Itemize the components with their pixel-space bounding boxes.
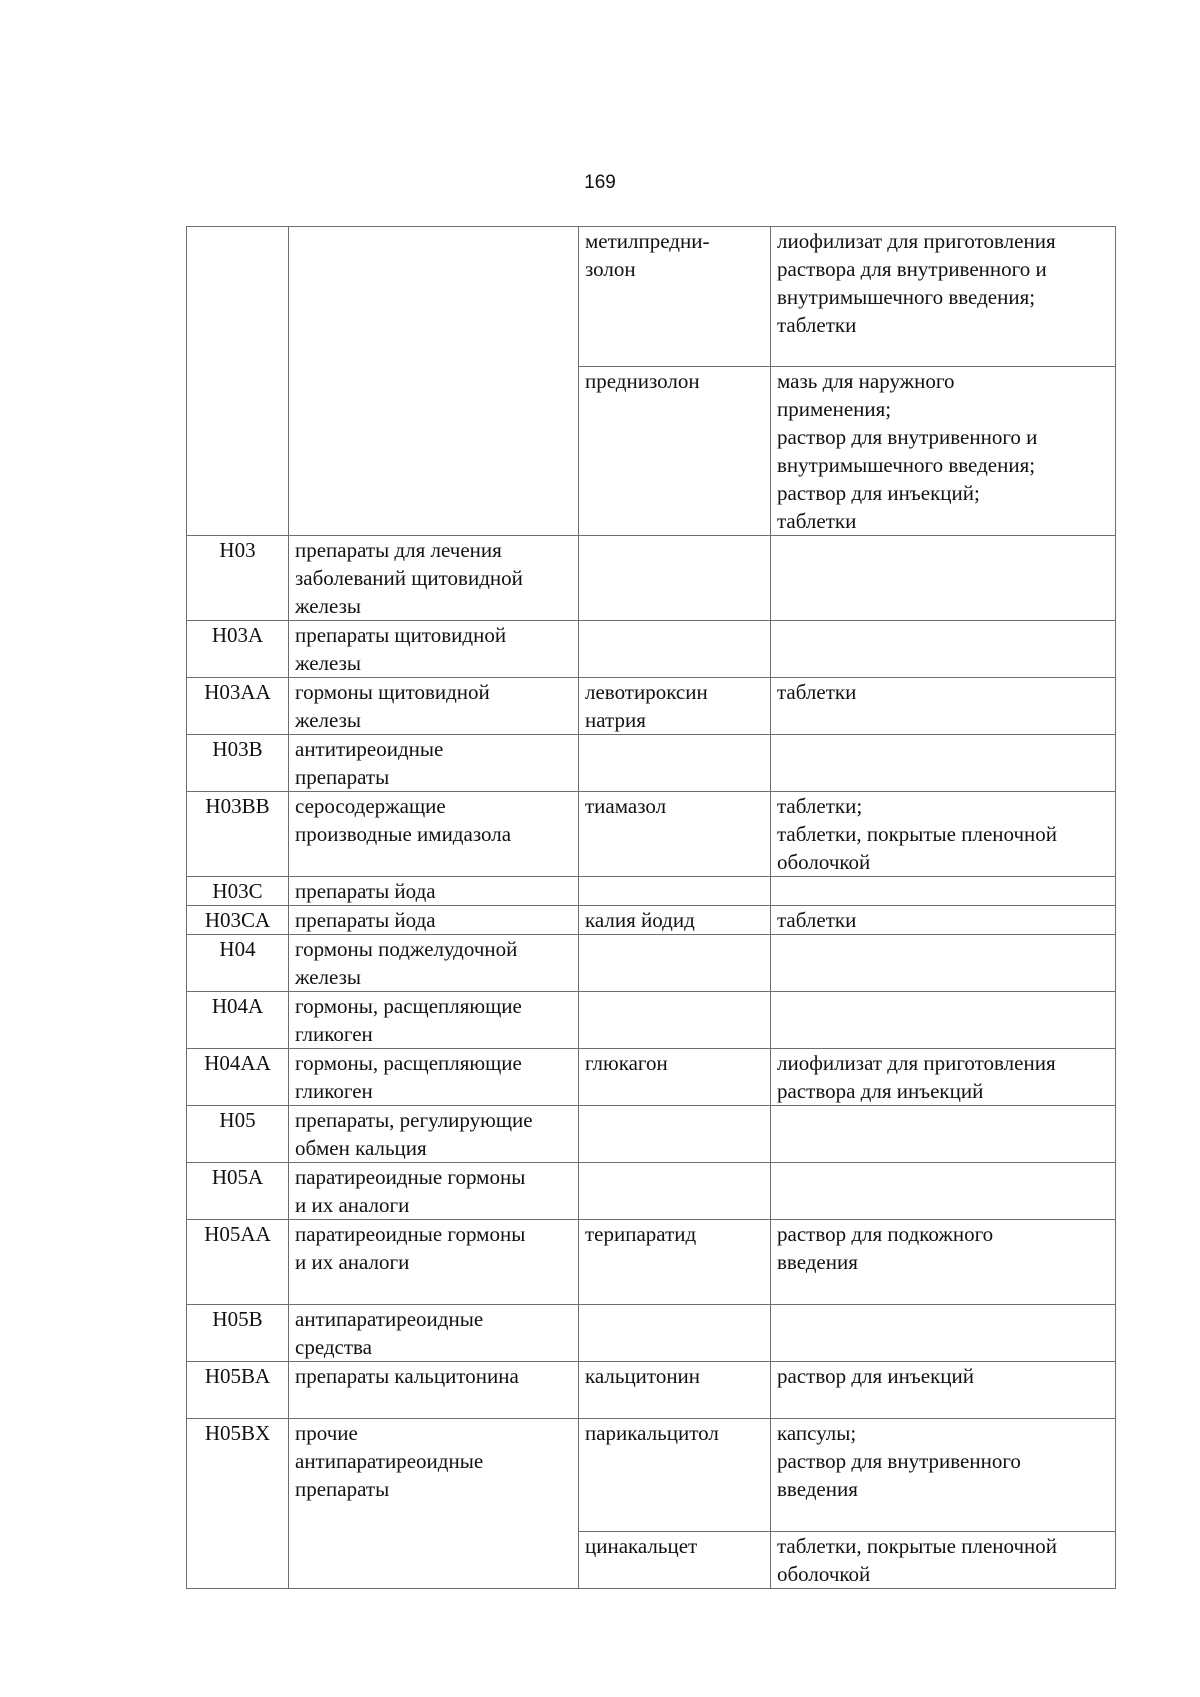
table-row	[187, 1362, 1116, 1419]
dosage-form-cell	[771, 935, 1116, 992]
drug-name-cell: парикальцитол	[579, 1419, 771, 1532]
group-name-cell: антитиреоидные препараты	[289, 735, 579, 792]
table-row	[187, 1220, 1116, 1305]
drug-name-cell: метилпредни- золон	[579, 227, 771, 367]
table-row	[187, 735, 1116, 792]
drug-name-cell	[579, 1163, 771, 1220]
atc-code-cell: H03B	[187, 735, 289, 792]
atc-code-cell	[187, 227, 289, 536]
table-row	[187, 621, 1116, 678]
dosage-form-cell	[771, 877, 1116, 906]
page-number: 169	[584, 172, 616, 193]
atc-code-cell: H05A	[187, 1163, 289, 1220]
group-name-cell: паратиреоидные гормоны и их аналоги	[289, 1163, 579, 1220]
drug-name-cell: глюкагон	[579, 1049, 771, 1106]
group-name-cell: паратиреоидные гормоны и их аналоги	[289, 1220, 579, 1305]
drug-name-cell	[579, 1106, 771, 1163]
dosage-form-cell: капсулы; раствор для внутривенного введения	[771, 1419, 1116, 1532]
group-name-cell: препараты, регулирующие обмен кальция	[289, 1106, 579, 1163]
dosage-form-cell: раствор для инъекций	[771, 1362, 1116, 1419]
dosage-form-cell	[771, 1163, 1116, 1220]
dosage-form-cell: лиофилизат для приготовления раствора для внутривенного и внутримышечного введения; таблетки	[771, 227, 1116, 367]
atc-code-cell: H03AA	[187, 678, 289, 735]
drug-name-cell: терипаратид	[579, 1220, 771, 1305]
dosage-form-cell: лиофилизат для приготовления раствора для инъекций	[771, 1049, 1116, 1106]
drug-name-cell	[579, 735, 771, 792]
dosage-form-cell	[771, 992, 1116, 1049]
drug-name-cell: преднизолон	[579, 367, 771, 536]
drug-name-cell	[579, 992, 771, 1049]
drug-name-cell	[579, 621, 771, 678]
group-name-cell	[289, 227, 579, 536]
drug-name-cell	[579, 536, 771, 621]
group-name-cell: препараты для лечения заболеваний щитовидной железы	[289, 536, 579, 621]
dosage-form-cell	[771, 621, 1116, 678]
table-row	[187, 906, 1116, 935]
drug-name-cell: цинакальцет	[579, 1532, 771, 1589]
table-row	[187, 1305, 1116, 1362]
table-row	[187, 536, 1116, 621]
dosage-form-cell: таблетки	[771, 906, 1116, 935]
table-row	[187, 935, 1116, 992]
atc-code-cell: H04AA	[187, 1049, 289, 1106]
drug-name-cell	[579, 1305, 771, 1362]
drug-classification-table	[186, 226, 1116, 1589]
drug-name-cell	[579, 935, 771, 992]
dosage-form-cell	[771, 735, 1116, 792]
dosage-form-cell: раствор для подкожного введения	[771, 1220, 1116, 1305]
group-name-cell: прочие антипаратиреоидные препараты	[289, 1419, 579, 1589]
group-name-cell: препараты йода	[289, 877, 579, 906]
dosage-form-cell: таблетки, покрытые пленочной оболочкой	[771, 1532, 1116, 1589]
atc-code-cell: H05BX	[187, 1419, 289, 1589]
atc-code-cell: H04A	[187, 992, 289, 1049]
group-name-cell: препараты щитовидной железы	[289, 621, 579, 678]
table-row	[187, 1106, 1116, 1163]
table-row	[187, 992, 1116, 1049]
group-name-cell: гормоны, расщепляющие гликоген	[289, 1049, 579, 1106]
atc-code-cell: H03	[187, 536, 289, 621]
drug-name-cell: калия йодид	[579, 906, 771, 935]
atc-code-cell: H03C	[187, 877, 289, 906]
table-row	[187, 1419, 1116, 1532]
table-row	[187, 678, 1116, 735]
group-name-cell: гормоны, расщепляющие гликоген	[289, 992, 579, 1049]
group-name-cell: препараты кальцитонина	[289, 1362, 579, 1419]
group-name-cell: антипаратиреоидные средства	[289, 1305, 579, 1362]
group-name-cell: гормоны щитовидной железы	[289, 678, 579, 735]
table-row	[187, 1049, 1116, 1106]
group-name-cell: препараты йода	[289, 906, 579, 935]
drug-name-cell: кальцитонин	[579, 1362, 771, 1419]
atc-code-cell: H05AA	[187, 1220, 289, 1305]
atc-code-cell: H03A	[187, 621, 289, 678]
drug-name-cell: тиамазол	[579, 792, 771, 877]
dosage-form-cell	[771, 1305, 1116, 1362]
group-name-cell: серосодержащие производные имидазола	[289, 792, 579, 877]
table-row	[187, 1163, 1116, 1220]
dosage-form-cell: мазь для наружного применения; раствор для внутривенного и внутримышечного введения; раствор для инъекций; таблетки	[771, 367, 1116, 536]
group-name-cell: гормоны поджелудочной железы	[289, 935, 579, 992]
atc-code-cell: H05	[187, 1106, 289, 1163]
dosage-form-cell: таблетки	[771, 678, 1116, 735]
atc-code-cell: H04	[187, 935, 289, 992]
atc-code-cell: H03BB	[187, 792, 289, 877]
drug-name-cell	[579, 877, 771, 906]
table-row	[187, 227, 1116, 367]
table-row	[187, 877, 1116, 906]
table-row	[187, 792, 1116, 877]
dosage-form-cell	[771, 536, 1116, 621]
atc-code-cell: H05B	[187, 1305, 289, 1362]
dosage-form-cell: таблетки; таблетки, покрытые пленочной оболочкой	[771, 792, 1116, 877]
atc-code-cell: H05BA	[187, 1362, 289, 1419]
drug-name-cell: левотироксин натрия	[579, 678, 771, 735]
atc-code-cell: H03CA	[187, 906, 289, 935]
dosage-form-cell	[771, 1106, 1116, 1163]
